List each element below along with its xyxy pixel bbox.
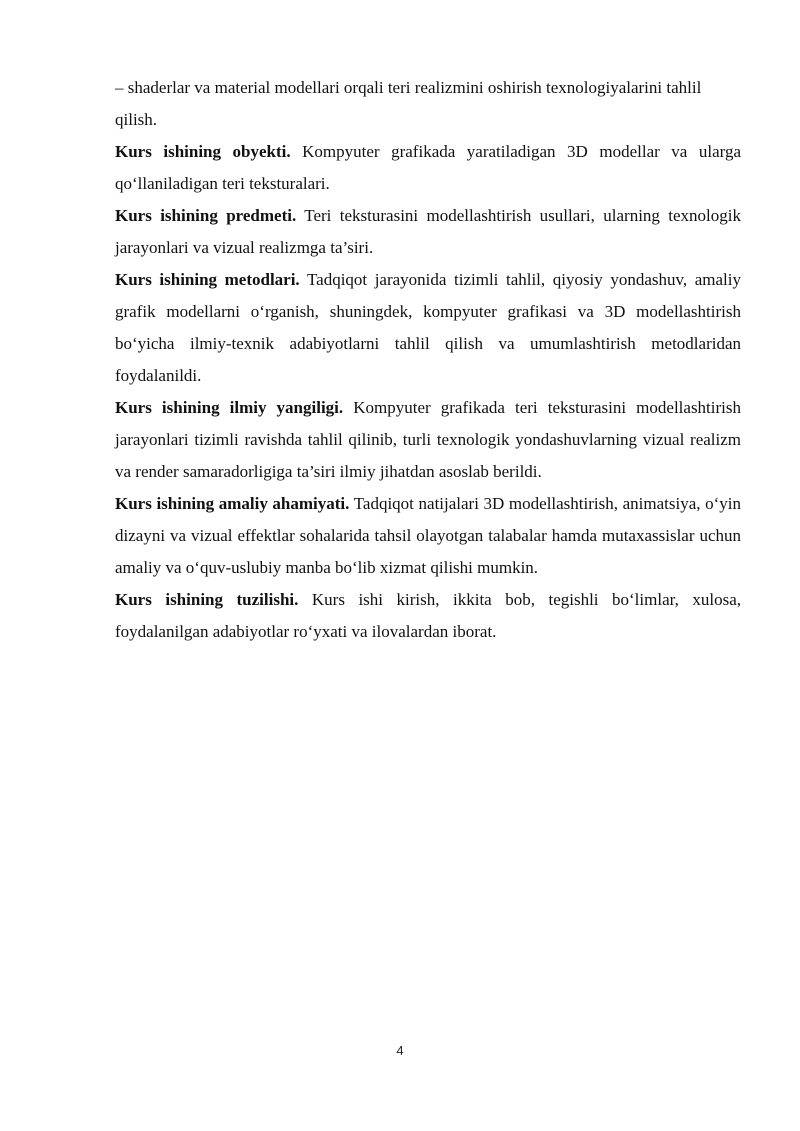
section-practical-value-text: Tadqiqot natijalari 3D modellashtirish, animatsiya, o‘yin dizayni va vizual effektlar sohalarida tahsil olayotgan talabalar hamda mutaxassislar uchun amaliy va o‘quv-uslubiy manba bo‘lib xizmat qilishi mumkin. — [115, 494, 741, 577]
section-structure — [115, 584, 741, 648]
section-practical-value — [115, 488, 741, 584]
section-object-text: Kompyuter grafikada yaratiladigan 3D modellar va ularga qo‘llaniladigan teri teksturalari. — [115, 142, 742, 193]
intro-paragraph: – shaderlar va material modellari orqali teri realizmini oshirish texnologiyalarini tahlil qilish. — [115, 78, 702, 129]
section-structure-text: Kurs ishi kirish, ikkita bob, tegishli bo‘limlar, xulosa, foydalanilgan adabiyotlar ro‘yxati va ilovalardan iborat. — [115, 590, 741, 641]
page-number: 4 — [396, 1043, 404, 1058]
section-methods-heading: Kurs ishining metodlari. — [115, 270, 300, 289]
section-structure-heading: Kurs ishining tuzilishi. — [115, 590, 299, 609]
section-subject-heading: Kurs ishining predmeti. — [115, 206, 297, 225]
section-novelty-text: Kompyuter grafikada teri teksturasini modellashtirish jarayonlari tizimli ravishda tahlil qilinib, turli texnologik yondashuvlarning vizual realizm va render samaradorligiga ta’siri ilmiy jihatdan asoslab berildi. — [115, 398, 742, 481]
section-novelty-heading: Kurs ishining ilmiy yangiligi. — [115, 398, 344, 417]
section-novelty — [115, 392, 741, 488]
section-subject — [115, 200, 741, 264]
section-subject-text: Teri teksturasini modellashtirish usullari, ularning texnologik jarayonlari va vizual realizmga ta’siri. — [115, 206, 741, 257]
section-methods — [115, 264, 741, 392]
section-practical-value-heading: Kurs ishining amaliy ahamiyati. — [115, 494, 350, 513]
section-object — [115, 136, 741, 200]
section-methods-text: Tadqiqot jarayonida tizimli tahlil, qiyosiy yondashuv, amaliy grafik modellarni o‘rganish, shuningdek, kompyuter grafikasi va 3D modellashtirish bo‘yicha ilmiy-texnik adabiyotlarni tahlil qilish va umumlashtirish metodlaridan foydalanildi. — [115, 270, 741, 385]
page-body — [115, 72, 741, 648]
section-object-heading: Kurs ishining obyekti. — [115, 142, 291, 161]
